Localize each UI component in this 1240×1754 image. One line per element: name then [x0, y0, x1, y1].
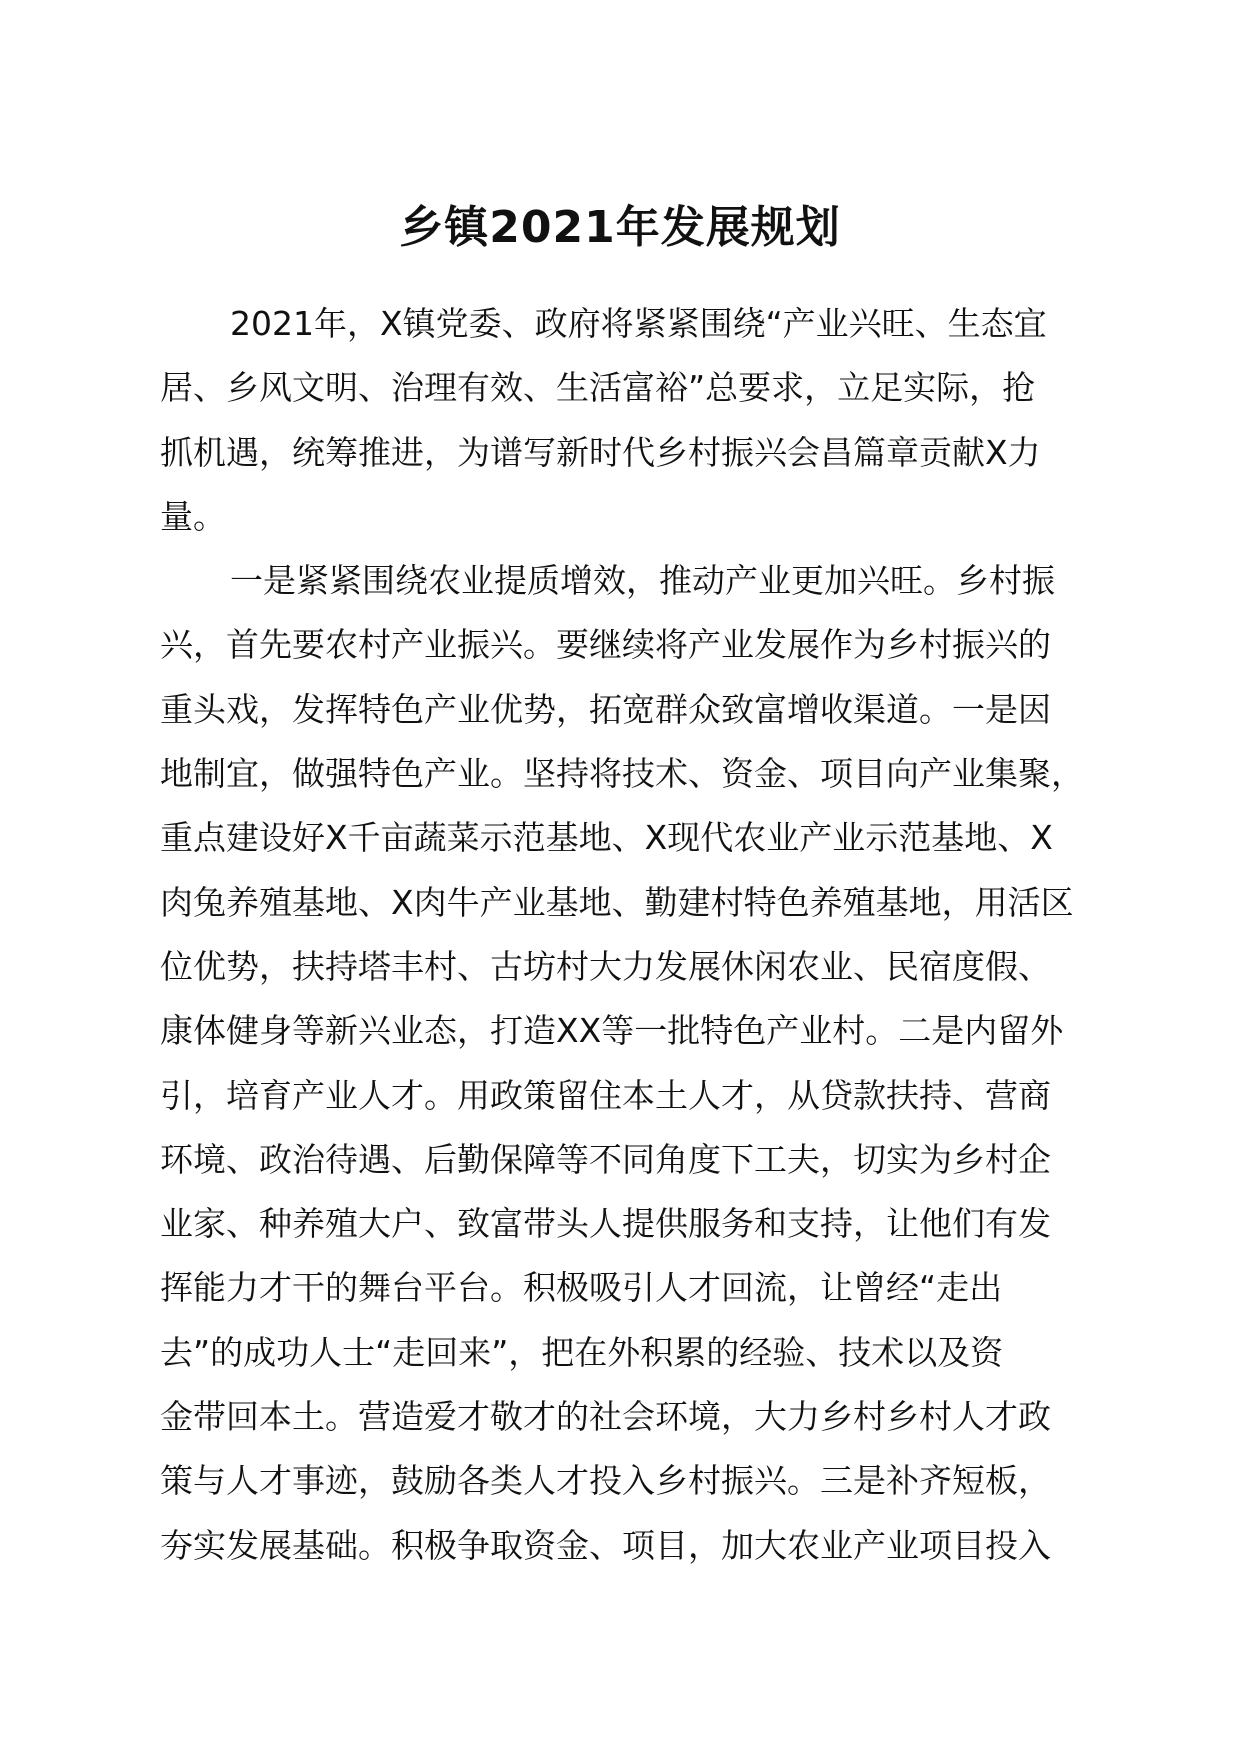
- paragraph-industry: [160, 549, 1115, 1578]
- document-title: 乡镇2021年发展规划: [399, 202, 841, 253]
- text-line: 一是紧紧围绕农业提质增效，推动产业更加兴旺。乡村振: [230, 561, 1055, 601]
- text-line: 引，培育产业人才。用政策留住本土人才，从贷款扶持、营商: [160, 1075, 1051, 1115]
- text-line: 去”的成功人士“走回来”，把在外积累的经验、技术以及资: [160, 1332, 1004, 1372]
- text-line: 兴，首先要农村产业振兴。要继续将产业发展作为乡村振兴的: [160, 625, 1051, 665]
- text-line: 环境、政治待遇、后勤保障等不同角度下工夫，切实为乡村企: [160, 1139, 1051, 1179]
- text-line: 业家、种养殖大户、致富带头人提供服务和支持，让他们有发: [160, 1204, 1051, 1244]
- paragraph-intro: [160, 292, 1115, 549]
- text-line: 位优势，扶持塔丰村、古坊村大力发展休闲农业、民宿度假、: [160, 946, 1051, 986]
- text-line: 重头戏，发挥特色产业优势，拓宽群众致富增收渠道。一是因: [160, 689, 1051, 729]
- text-line: 挥能力才干的舞台平台。积极吸引人才回流，让曾经“走出: [160, 1268, 1003, 1308]
- text-line: 肉兔养殖基地、X肉牛产业基地、勤建村特色养殖基地，用活区: [160, 882, 1074, 922]
- text-line: 量。: [160, 496, 226, 536]
- text-line: 金带回本土。营造爱才敬才的社会环境，大力乡村乡村人才政: [160, 1397, 1051, 1437]
- text-line: 康体健身等新兴业态，打造XX等一批特色产业村。二是内留外: [160, 1011, 1064, 1051]
- text-line: 2021年，X镇党委、政府将紧紧围绕“产业兴旺、生态宜: [230, 304, 1047, 343]
- text-line: 居、乡风文明、治理有效、生活富裕”总要求，立足实际，抢: [160, 368, 1036, 408]
- text-line: 夯实发展基础。积极争取资金、项目，加大农业产业项目投入: [160, 1525, 1051, 1565]
- text-line: 地制宜，做强特色产业。坚持将技术、资金、项目向产业集聚，: [160, 754, 1084, 794]
- document-body: [160, 292, 1115, 1578]
- text-line: 策与人才事迹，鼓励各类人才投入乡村振兴。三是补齐短板，: [160, 1461, 1051, 1501]
- text-line: 抓机遇，统筹推进，为谱写新时代乡村振兴会昌篇章贡献X力: [160, 432, 1041, 472]
- text-line: 重点建设好X千亩蔬菜示范基地、X现代农业产业示范基地、X: [160, 818, 1053, 858]
